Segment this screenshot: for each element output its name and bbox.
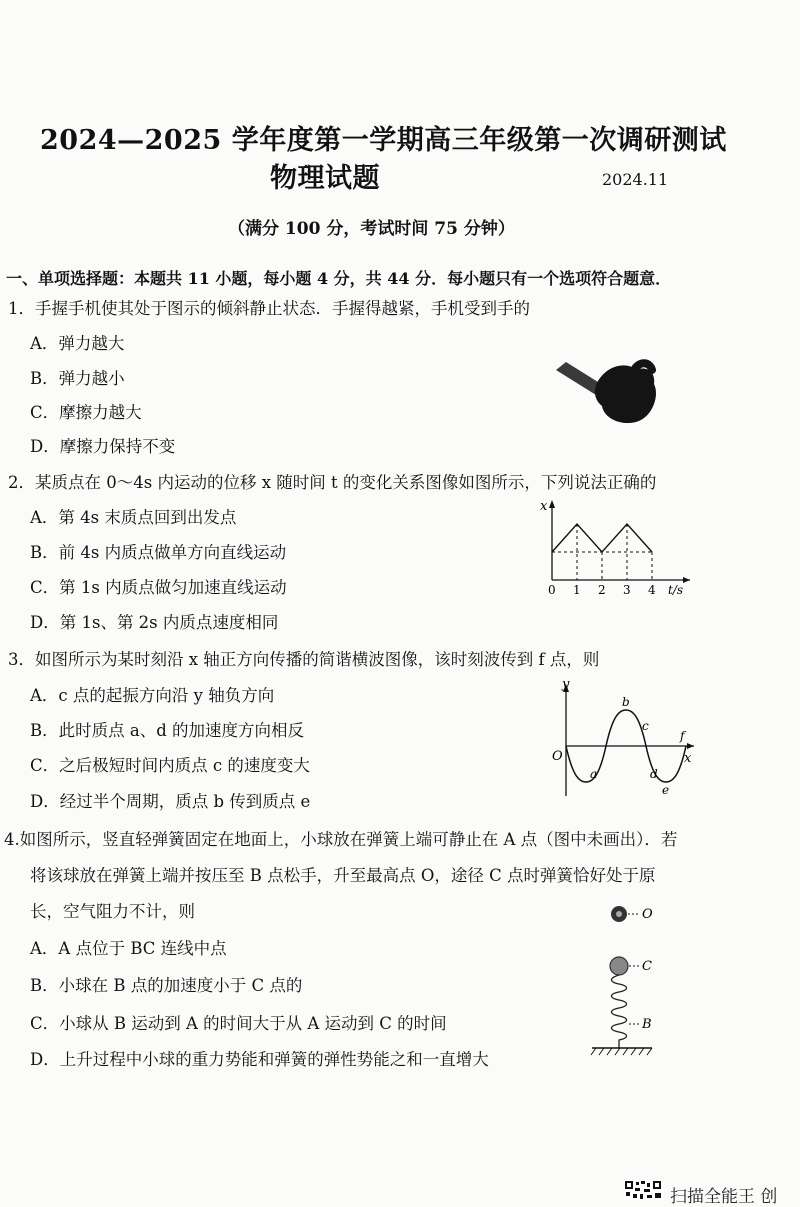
point-f-label: f xyxy=(680,729,685,743)
q1-option-c: C．摩擦力越大 xyxy=(30,403,142,422)
scanner-watermark: 扫描全能王 创 xyxy=(670,1187,778,1207)
point-a-label: a xyxy=(590,767,598,781)
q4-stem-line2: 将该球放在弹簧上端并按压至 B 点松手，升至最高点 O，途径 C 点时弹簧恰好处于原 xyxy=(30,866,656,885)
q1-option-b: B．弹力越小 xyxy=(30,369,125,388)
q4-option-c: C．小球从 B 运动到 A 的时间大于从 A 运动到 C 的时间 xyxy=(30,1014,447,1033)
label-o: O xyxy=(642,907,653,922)
q4-option-b: B．小球在 B 点的加速度小于 C 点的 xyxy=(30,976,303,995)
q4-option-d: D．上升过程中小球的重力势能和弹簧的弹性势能之和一直增大 xyxy=(30,1050,489,1069)
label-b: B xyxy=(642,1017,652,1032)
q2-stem: 2．某质点在 0～4s 内运动的位移 x 随时间 t 的变化关系图像如图所示，下列说法正确的 xyxy=(8,473,657,492)
q4-stem-line3: 长，空气阻力不计，则 xyxy=(30,902,195,921)
tick-label-0: 0 xyxy=(548,583,556,597)
xt-curve xyxy=(552,524,652,552)
q4-stem-line1: 4.如图所示，竖直轻弹簧固定在地面上，小球放在弹簧上端可静止在 A 点（图中未画出）．若 xyxy=(4,830,678,849)
hand-phone-figure xyxy=(548,340,678,430)
q1-option-d: D．摩擦力保持不变 xyxy=(30,437,176,456)
q3-option-d: D．经过半个周期，质点 b 传到质点 e xyxy=(30,792,311,811)
subject-title: 物理试题 xyxy=(270,163,380,194)
exam-date: 2024.11 xyxy=(602,170,669,189)
spring-ball-figure xyxy=(586,896,696,1058)
point-d-label: d xyxy=(650,767,658,781)
q4-option-a: A．A 点位于 BC 连线中点 xyxy=(30,939,227,958)
q1-stem: 1．手握手机使其处于图示的倾斜静止状态．手握得越紧，手机受到手的 xyxy=(8,299,530,318)
t-axis-label: t/s xyxy=(668,583,684,597)
qr-code-icon xyxy=(624,1180,664,1200)
q1-option-a: A．弹力越大 xyxy=(30,334,125,353)
label-c: C xyxy=(642,959,652,974)
q2-option-a: A．第 4s 末质点回到出发点 xyxy=(30,508,237,527)
q2-option-c: C．第 1s 内质点做匀加速直线运动 xyxy=(30,578,287,597)
q2-option-d: D．第 1s、第 2s 内质点速度相同 xyxy=(30,613,279,632)
point-c-label: c xyxy=(642,719,649,733)
ball-at-c xyxy=(610,957,628,975)
ground-hatch xyxy=(591,1048,652,1055)
q2-option-b: B．前 4s 内质点做单方向直线运动 xyxy=(30,543,287,562)
tick-label-2: 2 xyxy=(598,583,606,597)
wave-graph xyxy=(540,678,700,806)
point-e-label: e xyxy=(662,783,670,797)
wave-x-label: x xyxy=(684,751,692,766)
tick-label-4: 4 xyxy=(648,583,656,597)
x-axis-label: x xyxy=(540,499,548,514)
wave-y-label: y xyxy=(562,678,570,692)
q3-option-c: C．之后极短时间内质点 c 的速度变大 xyxy=(30,756,310,775)
xt-graph xyxy=(530,492,700,602)
tick-label-1: 1 xyxy=(573,583,581,597)
section-heading: 一、单项选择题：本题共 11 小题，每小题 4 分，共 44 分．每小题只有一个选项符合题意． xyxy=(6,269,672,288)
q3-option-a: A．c 点的起振方向沿 y 轴负方向 xyxy=(30,686,275,705)
tick-label-3: 3 xyxy=(623,583,631,597)
spring xyxy=(612,975,627,1048)
exam-subtitle: （满分 100 分，考试时间 75 分钟） xyxy=(228,219,515,239)
q3-option-b: B．此时质点 a、d 的加速度方向相反 xyxy=(30,721,305,740)
q3-stem: 3．如图所示为某时刻沿 x 轴正方向传播的简谐横波图像，该时刻波传到 f 点，则 xyxy=(8,650,600,669)
point-b-label: b xyxy=(622,695,630,709)
hand-shape xyxy=(595,363,656,423)
wave-origin-label: O xyxy=(552,749,563,764)
page-title: 2024—2025 学年度第一学期高三年级第一次调研测试 xyxy=(40,125,727,156)
